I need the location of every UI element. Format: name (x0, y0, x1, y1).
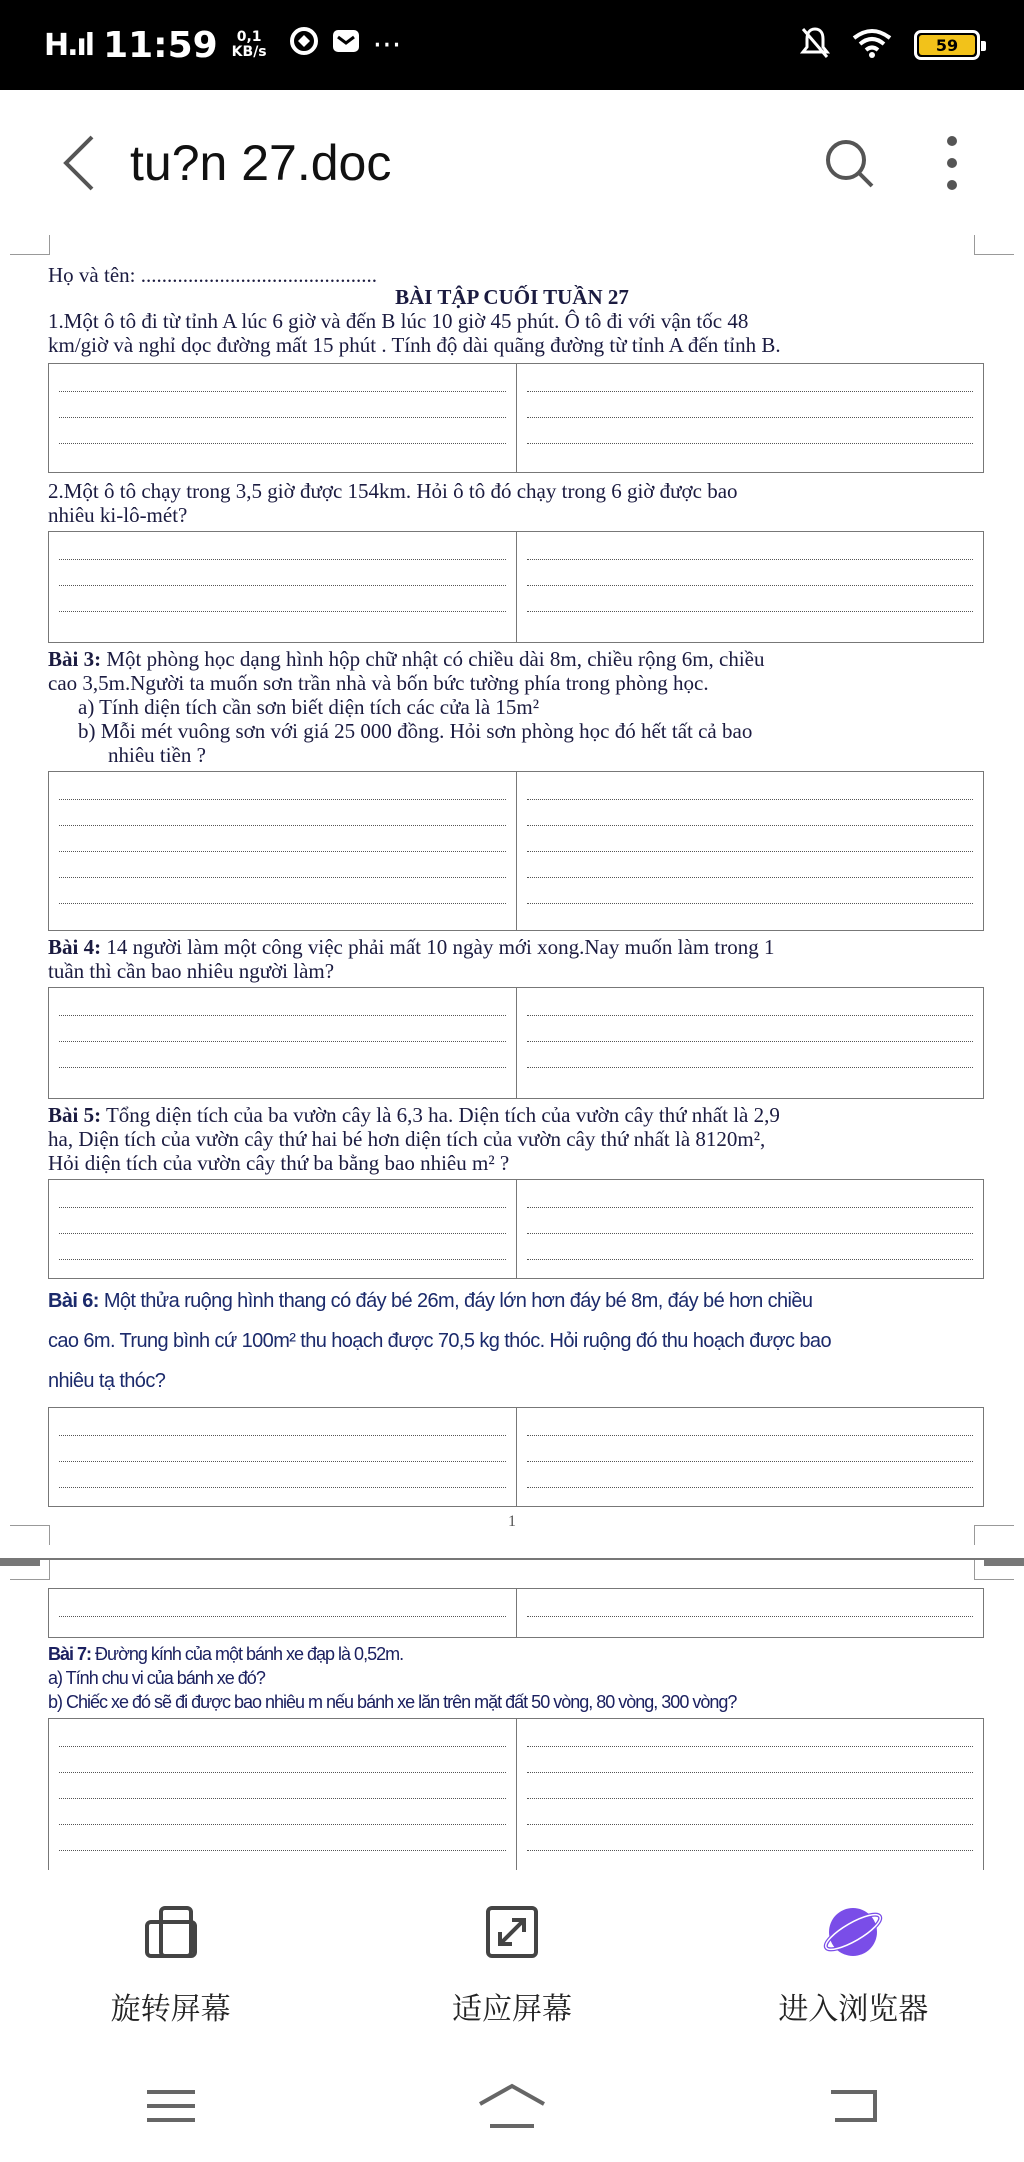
status-bar (0, 0, 1024, 90)
answer-box-6 (48, 1407, 984, 1507)
bottom-toolbar (0, 1870, 1024, 2050)
network-speed (232, 30, 267, 60)
question-5-line-1 (48, 1103, 984, 1127)
wifi-icon (852, 28, 892, 62)
question-3-line-1 (48, 647, 984, 671)
question-4-line-1 (48, 935, 984, 959)
open-browser-button[interactable] (683, 1870, 1024, 2050)
answer-box-7 (48, 1718, 984, 1870)
document-page-2 (40, 1560, 984, 1870)
question-3-text: Một phòng học dạng hình hộp chữ nhật có chiều dài 8m, chiều rộng 6m, chiều (101, 647, 765, 671)
question-4-label: Bài 4: (48, 935, 102, 959)
answer-box-1 (48, 363, 984, 473)
browser-planet-icon (821, 1900, 885, 1964)
question-5-line-3: Hỏi diện tích của vườn cây thứ ba bằng bao nhiêu m² ? (48, 1151, 510, 1175)
more-vertical-icon (946, 135, 958, 191)
page-margin-mark (10, 235, 50, 255)
system-nav-bar (0, 2050, 1024, 2162)
question-3-part-a: a) Tính diện tích cần sơn biết diện tích các cửa là 15m² (78, 695, 540, 719)
fit-screen-label: 适应屏幕 (451, 1992, 572, 2027)
answer-box-2 (48, 531, 984, 643)
answer-box-5 (48, 1179, 984, 1279)
question-4-line-2: tuần thì cần bao nhiêu người làm? (48, 959, 335, 983)
document-viewport[interactable] (0, 235, 1024, 1870)
question-1-line-1: 1.Một ô tô đi từ tỉnh A lúc 6 giờ và đến B lúc 10 giờ 45 phút. Ô tô đi với vận tốc 48 (48, 309, 749, 333)
signal-icon: H.ıl (44, 27, 94, 63)
question-3-part-b-line-1: b) Mỗi mét vuông sơn với giá 25 000 đồng. Hỏi sơn phòng học đó hết tất cả bao (78, 719, 753, 743)
page-margin-mark (974, 1560, 1014, 1580)
question-7-line-1 (48, 1642, 984, 1666)
more-options-button[interactable] (932, 128, 972, 198)
back-nav-button[interactable] (808, 2071, 898, 2141)
network-speed-unit: KB/s (231, 44, 267, 60)
message-notification-icon (331, 26, 361, 64)
clock: 11:59 (103, 24, 218, 66)
app-bar (0, 90, 1024, 235)
question-6-label: Bài 6: (48, 1290, 99, 1312)
question-5-line-2: ha, Diện tích của vườn cây thứ hai bé hơn diện tích của vườn cây thứ nhất là 8120m², (48, 1127, 766, 1151)
document-page-1 (40, 235, 984, 1545)
fit-screen-icon (480, 1900, 544, 1964)
question-2-line-1: 2.Một ô tô chạy trong 3,5 giờ được 154km. Hỏi ô tô đó chạy trong 6 giờ được bao (48, 479, 738, 503)
question-7-part-b: b) Chiếc xe đó sẽ đi được bao nhiêu m nếu bánh xe lăn trên mặt đất 50 vòng, 80 vòng, 300 vòng? (48, 1692, 737, 1712)
question-1-line-2: km/giờ và nghỉ dọc đường mất 15 phút . Tính độ dài quãng đường từ tỉnh A đến tỉnh B. (48, 333, 781, 357)
back-nav-icon (827, 2086, 879, 2126)
open-browser-label: 进入浏览器 (778, 1992, 929, 2027)
menu-icon (145, 2086, 197, 2126)
question-3-line-2: cao 3,5m.Người ta muốn sơn trần nhà và bốn bức tường phía trong phòng học. (48, 671, 709, 695)
question-6-line-1 (48, 1289, 984, 1313)
question-6-line-2: cao 6m. Trung bình cứ 100m² thu hoạch được 70,5 kg thóc. Hỏi ruộng đó thu hoạch được bao (48, 1330, 831, 1352)
rotate-screen-button[interactable] (0, 1870, 341, 2050)
question-7-label: Bài 7: (48, 1644, 92, 1664)
question-7-text: Đường kính của một bánh xe đạp là 0,52m. (91, 1644, 404, 1664)
home-icon (476, 2082, 548, 2130)
search-icon (822, 136, 876, 190)
home-button[interactable] (467, 2071, 557, 2141)
battery-icon (914, 30, 980, 60)
search-button[interactable] (814, 128, 884, 198)
answer-box-3 (48, 771, 984, 931)
fit-screen-button[interactable] (341, 1870, 682, 2050)
app-notification-icon (289, 26, 319, 64)
question-4-text: 14 người làm một công việc phải mất 10 ngày mới xong.Nay muốn làm trong 1 (101, 935, 775, 959)
page-margin-mark (10, 1560, 50, 1580)
student-name-line: Họ và tên: ............................................. (48, 263, 377, 287)
question-2-line-2: nhiêu ki-lô-mét? (48, 503, 188, 527)
question-6-line-3: nhiêu tạ thóc? (48, 1370, 166, 1392)
back-button[interactable] (48, 123, 108, 203)
battery-level: 59 (919, 35, 975, 55)
back-arrow-icon (60, 133, 96, 193)
worksheet-title: BÀI TẬP CUỐI TUẦN 27 (395, 285, 629, 309)
page-number: 1 (508, 1513, 516, 1530)
answer-box-6-continued (48, 1588, 984, 1638)
page-margin-mark (974, 235, 1014, 255)
document-title: tu?n 27.doc (130, 134, 392, 191)
question-6-text: Một thửa ruộng hình thang có đáy bé 26m, đáy lớn hơn đáy bé 8m, đáy bé hơn chiều (98, 1290, 813, 1312)
more-notifications-icon: ··· (372, 27, 402, 63)
question-5-text: Tổng diện tích của ba vườn cây là 6,3 ha. Diện tích của vườn cây thứ nhất là 2,9 (101, 1103, 780, 1127)
mute-icon (800, 26, 830, 64)
menu-button[interactable] (126, 2071, 216, 2141)
rotate-screen-icon (139, 1900, 203, 1964)
network-speed-value: 0,1 (236, 29, 262, 45)
rotate-screen-label: 旋转屏幕 (110, 1992, 231, 2027)
answer-box-4 (48, 987, 984, 1099)
question-7-part-a: a) Tính chu vi của bánh xe đó? (48, 1668, 265, 1688)
question-3-part-b-line-2: nhiêu tiền ? (108, 743, 206, 767)
question-3-label: Bài 3: (48, 647, 102, 671)
question-5-label: Bài 5: (48, 1103, 102, 1127)
